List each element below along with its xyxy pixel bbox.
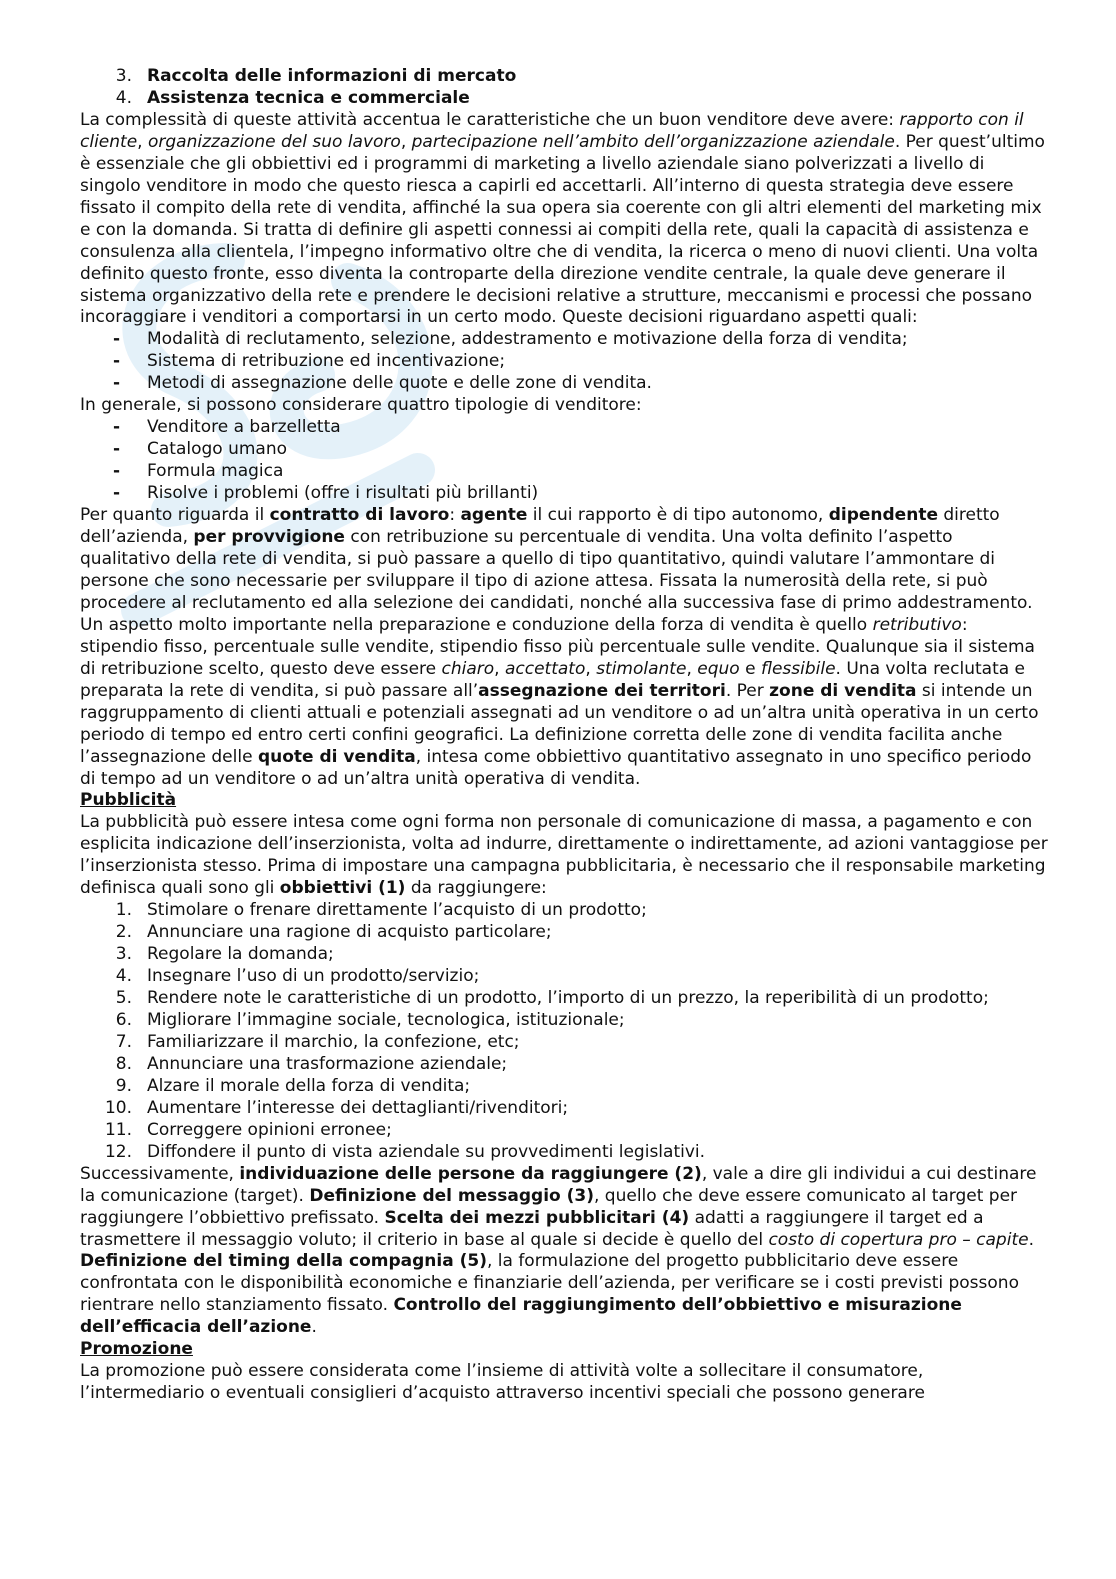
dash-bullet-icon: - xyxy=(113,351,121,372)
list-item xyxy=(80,1120,1048,1142)
paragraph-typologies: In generale, si possono considerare quattro tipologie di venditore: xyxy=(80,395,642,416)
list-marker: 3. xyxy=(115,944,132,965)
list-item-text: Annunciare una trasformazione aziendale; xyxy=(147,1053,508,1074)
bullet-item: - Sistema di retribuzione ed incentivazione; xyxy=(113,351,506,372)
dash-bullet-icon: - xyxy=(113,373,121,394)
list-marker: 6. xyxy=(115,1009,132,1030)
section-heading-promozione: Promozione xyxy=(80,1339,193,1360)
bullet-item: - Metodi di assegnazione delle quote e delle zone di vendita. xyxy=(113,373,652,394)
paragraph-contract: Per quanto riguarda il contratto di lavoro: agente il cui rapporto è di tipo autonomo, dipendente diretto dell’azienda, per provvigione con retribuzione su percentuale di vendita. Una volta definito l’aspetto qualitativo della rete di vendita, si può passare a quello di tipo quantitativo, quindi valutare l’ammontare di persone che sono necessarie per sviluppare il tipo di azione attesa. Fissata la numerosità della rete, si può procedere al reclutamento ed alla selezione dei candidati, nonché alla successiva fase di primo addestramento. Un aspetto molto importante nella preparazione e conduzione della forza di vendita è quello retributivo: stipendio fisso, percentuale sulle vendite, stipendio fisso più percentuale sulle vendite. Qualunque sia il sistema di retribuzione scelto, questo deve essere chiaro, accettato, stimolante, equo e flessibile. Una volta reclutata e preparata la rete di vendita, si può passare all’assegnazione dei territori. Per zone di vendita si intende un raggruppamento di clienti attuali e potenziali assegnati ad un venditore o ad un’altra unità operativa in un certo periodo di tempo ed entro certi confini geografici. La definizione corretta delle zone di vendita facilita anche l’assegnazione delle quote di vendita, intesa come obbiettivo quantitativo assegnato in uno specifico periodo di tempo ad un venditore o ad un’altra unità operativa di vendita. xyxy=(80,505,1039,789)
dash-bullet-icon: - xyxy=(113,483,121,504)
document-page xyxy=(80,66,1048,1405)
list-marker: 8. xyxy=(115,1053,132,1074)
list-item-text: Stimolare o frenare direttamente l’acquisto di un prodotto; xyxy=(147,900,647,921)
list-marker: 11. xyxy=(104,1119,132,1140)
list-item xyxy=(80,988,1048,1010)
bullet-item: - Catalogo umano xyxy=(113,439,288,460)
list-marker: 5. xyxy=(115,988,132,1009)
list-item xyxy=(80,1142,1048,1164)
list-item-text: Alzare il morale della forza di vendita; xyxy=(147,1075,471,1096)
bullet-item: - Modalità di reclutamento, selezione, addestramento e motivazione della forza di vendita; xyxy=(113,329,908,350)
list-item-text: Familiarizzare il marchio, la confezione, etc; xyxy=(147,1031,520,1052)
list-marker: 9. xyxy=(115,1075,132,1096)
list-marker: 4. xyxy=(115,87,132,108)
bullet-item: - Formula magica xyxy=(113,461,284,482)
list-item-text: Assistenza tecnica e commerciale xyxy=(147,87,470,108)
list-marker: 7. xyxy=(115,1031,132,1052)
list-item xyxy=(80,1054,1048,1076)
dash-bullet-icon: - xyxy=(113,461,121,482)
list-item-text: Migliorare l’immagine sociale, tecnologica, istituzionale; xyxy=(147,1009,625,1030)
paragraph-successive: Successivamente, individuazione delle persone da raggiungere (2), vale a dire gli individui a cui destinare la comunicazione (target). Definizione del messaggio (3), quello che deve essere comunicato al target per raggiungere l’obbiettivo prefissato. Scelta dei mezzi pubblicitari (4) adatti a raggiungere il target ed a trasmettere il messaggio voluto; il criterio in base al quale si decide è quello del costo di copertura pro – capite. Definizione del timing della compagnia (5), la formulazione del progetto pubblicitario deve essere confrontata con le disponibilità economiche e finanziarie dell’azienda, per verificare se i costi previsti possono rientrare nello stanziamento fissato. Controllo del raggiungimento dell’obbiettivo e misurazione dell’efficacia dell’azione. xyxy=(80,1163,1037,1338)
list-item xyxy=(80,966,1048,988)
bullet-item: - Risolve i problemi (offre i risultati più brillanti) xyxy=(113,483,539,504)
list-marker: 12. xyxy=(104,1141,132,1162)
list-marker: 3. xyxy=(115,66,132,86)
list-item-text: Rendere note le caratteristiche di un prodotto, l’importo di un prezzo, la reperibilità di un prodotto; xyxy=(147,988,989,1009)
list-item-text: Annunciare una ragione di acquisto particolare; xyxy=(147,922,552,943)
list-item-text: Aumentare l’interesse dei dettaglianti/rivenditori; xyxy=(147,1097,569,1118)
list-item xyxy=(80,1032,1048,1054)
dash-bullet-icon: - xyxy=(113,417,121,438)
bullet-item: - Venditore a barzelletta xyxy=(113,417,341,438)
section-heading-pubblicita: Pubblicità xyxy=(80,790,177,811)
list-marker: 4. xyxy=(115,966,132,987)
list-item xyxy=(80,944,1048,966)
objectives-list xyxy=(80,900,1048,1163)
dash-bullet-icon: - xyxy=(113,439,121,460)
list-item xyxy=(80,1010,1048,1032)
list-marker: 1. xyxy=(115,900,132,921)
paragraph-pubblicita: La pubblicità può essere intesa come ogni forma non personale di comunicazione di massa, a pagamento e con esplicita indicazione dell’inserzionista, volta ad indurre, direttamente o indirettamente, ad azioni vantaggiose per l’inserzionista stesso. Prima di impostare una campagna pubblicitaria, è necessario che il responsabile marketing definisca quali sono gli obbiettivi (1) da raggiungere: xyxy=(80,812,1048,899)
list-marker: 2. xyxy=(115,922,132,943)
list-item-text: Diffondere il punto di vista aziendale su provvedimenti legislativi. xyxy=(147,1141,706,1162)
list-item-text: Regolare la domanda; xyxy=(147,944,334,965)
paragraph-intro: La complessità di queste attività accentua le caratteristiche che un buon venditore deve avere: rapporto con il cliente, organizzazione del suo lavoro, partecipazione nell’ambito dell’organizzazione aziendale. Per quest’ultimo è essenziale che gli obbiettivi ed i programmi di marketing a livello aziendale siano polverizzati a livello di singolo venditore in modo che questo riesca a capirli ed accettarli. All’interno di questa strategia deve essere fissato il compito della rete di vendita, affinché la sua opera sia coerente con gli altri elementi del marketing mix e con la domanda. Si tratta di definire gli aspetti connessi ai compiti della rete, quali la capacità di assistenza e consulenza alla clientela, l’impegno informativo oltre che di vendita, la ricerca o meno di nuovi clienti. Una volta definito questo fronte, esso diventa la controparte della direzione vendite centrale, la quale deve generare il sistema organizzativo della rete e prendere le decisioni relative a strutture, meccanismi e processi che possano incoraggiare i venditori a comportarsi in un certo modo. Queste decisioni riguardano aspetti quali: xyxy=(80,109,1045,328)
list-item xyxy=(80,900,1048,922)
dash-bullet-icon: - xyxy=(113,329,121,350)
list-item-text: Raccolta delle informazioni di mercato xyxy=(147,66,517,86)
list-marker: 10. xyxy=(104,1097,132,1118)
list-item-text: Correggere opinioni erronee; xyxy=(147,1119,392,1140)
list-item-text: Insegnare l’uso di un prodotto/servizio; xyxy=(147,966,480,987)
list-item xyxy=(80,1076,1048,1098)
list-item xyxy=(80,66,1048,88)
list-item xyxy=(80,922,1048,944)
list-item xyxy=(80,1098,1048,1120)
list-item xyxy=(80,88,1048,110)
paragraph-promozione: La promozione può essere considerata come l’insieme di attività volte a sollecitare il consumatore, l’intermediario o eventuali consiglieri d’acquisto attraverso incentivi speciali che possono generare xyxy=(80,1361,925,1404)
